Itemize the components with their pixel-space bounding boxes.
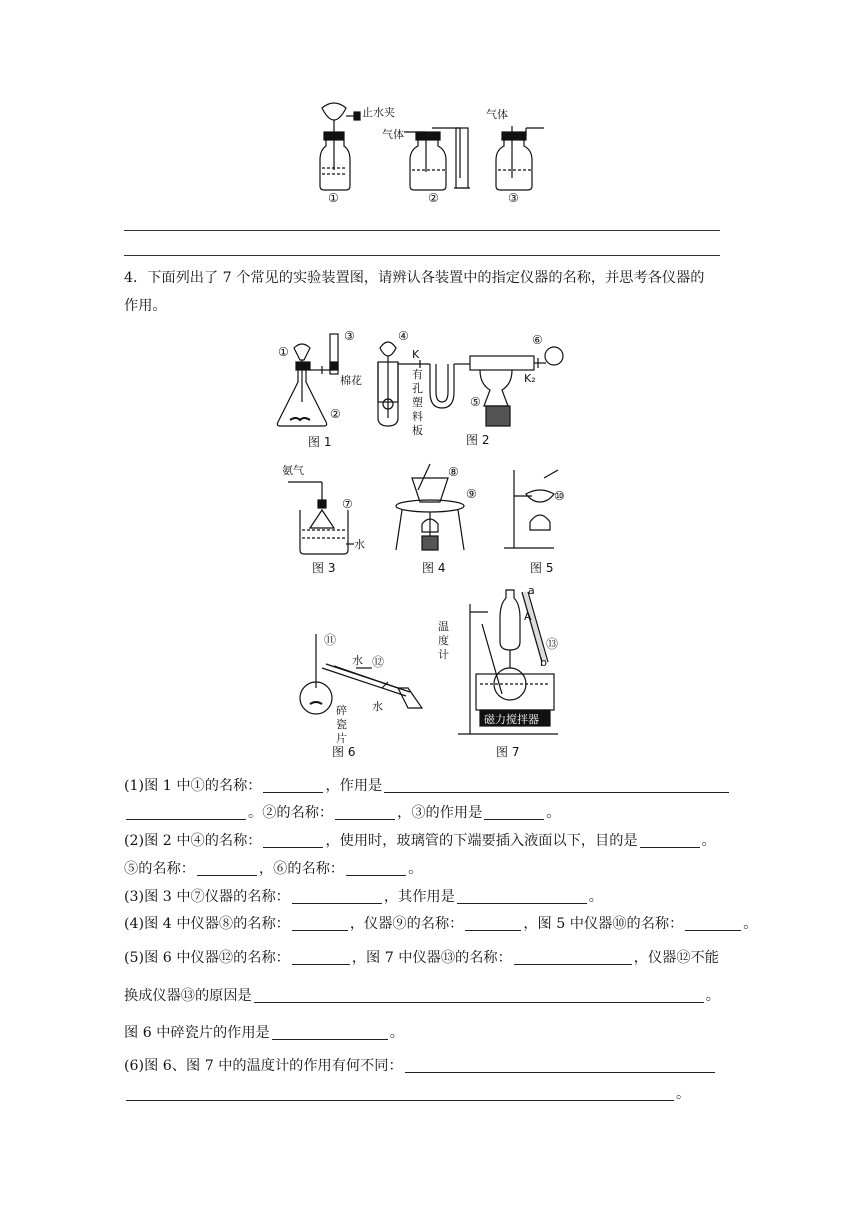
bottle-1: [320, 103, 360, 190]
fig6-shard-label-2: 瓷: [336, 718, 347, 731]
bottle-3: [496, 126, 544, 190]
fig2-K2-label: K₂: [524, 372, 536, 385]
fig2-plate-label-1: 有: [412, 368, 423, 381]
fig3-beaker: [288, 482, 354, 554]
fig7-b-label: b: [540, 656, 547, 669]
answer-blank[interactable]: [126, 1086, 674, 1101]
fig7-a-label: a: [528, 584, 535, 597]
fig1-num-3: ③: [344, 329, 355, 343]
answer-line: [124, 255, 720, 256]
fig7-A-label: A: [524, 610, 532, 623]
question-5-line2: 换成仪器⑬的原因是 。: [124, 988, 720, 1004]
fig1-cotton-label: 棉花: [340, 374, 362, 387]
answer-line: [124, 230, 720, 231]
answer-blank[interactable]: [457, 889, 587, 904]
fig1-caption: 图 1: [308, 435, 332, 449]
fig4-caption: 图 4: [422, 561, 446, 575]
fig6-water1-label: 水: [352, 654, 363, 667]
fig5-num-10: ⑩: [554, 489, 565, 503]
answer-blank[interactable]: [292, 950, 350, 965]
answer-blank[interactable]: [292, 889, 382, 904]
fig2-num-5: ⑤: [470, 395, 481, 409]
answer-blank[interactable]: [484, 805, 544, 820]
answer-blank[interactable]: [384, 778, 729, 793]
question-2-line1: (2)图 2 中④的名称： ，使用时，玻璃管的下端要插入液面以下，目的是 。: [124, 833, 716, 849]
question-6-line1: (6)图 6、图 7 中的温度计的作用有何不同：: [124, 1056, 717, 1076]
fig5-stand: [504, 470, 558, 548]
fig7-thermo-label-1: 温: [438, 620, 449, 633]
answer-blank[interactable]: [335, 805, 395, 820]
gas-label-2: 气体: [382, 128, 404, 141]
fig7-thermo-label-2: 度: [438, 634, 449, 647]
fig7-num-13: ⑬: [546, 637, 559, 651]
figure-6-7: [296, 584, 564, 760]
top-apparatus-figure: [300, 98, 560, 210]
answer-blank[interactable]: [263, 778, 323, 793]
figure-1-2: [270, 326, 600, 450]
fig6-water2-label: 水: [372, 700, 383, 713]
question-4-line: (4)图 4 中仪器⑧的名称： ，仪器⑨的名称： ，图 5 中仪器⑩的名称： 。: [124, 916, 758, 932]
gas-label-3: 气体: [486, 108, 508, 121]
top-num-1: ①: [328, 191, 339, 205]
top-num-3: ③: [508, 191, 519, 205]
question-1-line2: 。②的名称： ，③的作用是 。: [124, 803, 560, 823]
answer-blank[interactable]: [514, 950, 632, 965]
fig2-plate-label-3: 塑: [412, 396, 423, 409]
fig2-K-label: K: [412, 348, 420, 361]
answer-blank[interactable]: [272, 1025, 388, 1040]
question-1-line1: (1)图 1 中①的名称： ，作用是: [124, 776, 731, 796]
fig7-thermo-label-3: 计: [438, 648, 449, 661]
question-4-intro-line1: 4．下面列出了 7 个常见的实验装置图，请辨认各装置中的指定仪器的名称，并思考各仪器的: [124, 270, 705, 286]
fig6-caption: 图 6: [332, 745, 356, 759]
top-num-2: ②: [428, 191, 439, 205]
fig3-num-7: ⑦: [342, 497, 353, 511]
fig1-num-1: ①: [278, 345, 289, 359]
fig6-num-12: ⑫: [372, 655, 385, 669]
question-6-line2: 。: [124, 1084, 690, 1104]
answer-blank[interactable]: [254, 988, 704, 1003]
fig4-num-8: ⑧: [448, 465, 459, 479]
answer-blank[interactable]: [346, 861, 406, 876]
figure-3-4-5: [282, 460, 572, 576]
fig6-shard-label-3: 片: [336, 732, 347, 745]
answer-blank[interactable]: [263, 833, 323, 848]
fig6-num-11: ⑪: [324, 633, 337, 647]
fig1-num-2: ②: [330, 407, 341, 421]
question-2-line2: ⑤的名称： ，⑥的名称： 。: [124, 861, 423, 877]
question-5-line1: (5)图 6 中仪器⑫的名称： ，图 7 中仪器⑬的名称： ，仪器⑫不能: [124, 950, 719, 966]
fig4-num-9: ⑨: [466, 487, 477, 501]
answer-blank[interactable]: [197, 861, 257, 876]
fig2-plate-label-4: 料: [412, 410, 423, 423]
fig7-caption: 图 7: [496, 745, 520, 759]
fig5-caption: 图 5: [530, 561, 554, 575]
bottle-2: [404, 128, 470, 190]
fig2-caption: 图 2: [466, 433, 490, 447]
question-4-intro-line2: 作用。: [124, 298, 167, 314]
question-5-line3: 图 6 中碎瓷片的作用是 。: [124, 1025, 404, 1041]
fig3-caption: 图 3: [312, 561, 336, 575]
fig6-shard-label-1: 碎: [336, 704, 347, 717]
answer-blank[interactable]: [685, 916, 741, 931]
fig2-num-6: ⑥: [532, 333, 543, 347]
fig3-ammonia-label: 氨气: [282, 464, 304, 477]
fig2-plate-label-2: 孔: [412, 382, 423, 395]
answer-blank[interactable]: [126, 805, 246, 820]
fig3-water-label: 水: [354, 538, 365, 551]
fig2-num-4: ④: [398, 329, 409, 343]
answer-blank[interactable]: [465, 916, 521, 931]
fig7-stirrer-label: 磁力搅拌器: [484, 713, 539, 726]
clip-label: 止水夹: [362, 106, 395, 119]
answer-blank[interactable]: [640, 833, 700, 848]
fig2-plate-label-5: 板: [412, 424, 423, 437]
fig6-distillation: [300, 634, 422, 714]
question-3-line: (3)图 3 中⑦仪器的名称： ，其作用是 。: [124, 889, 603, 905]
answer-blank[interactable]: [405, 1058, 715, 1073]
answer-blank[interactable]: [292, 916, 348, 931]
